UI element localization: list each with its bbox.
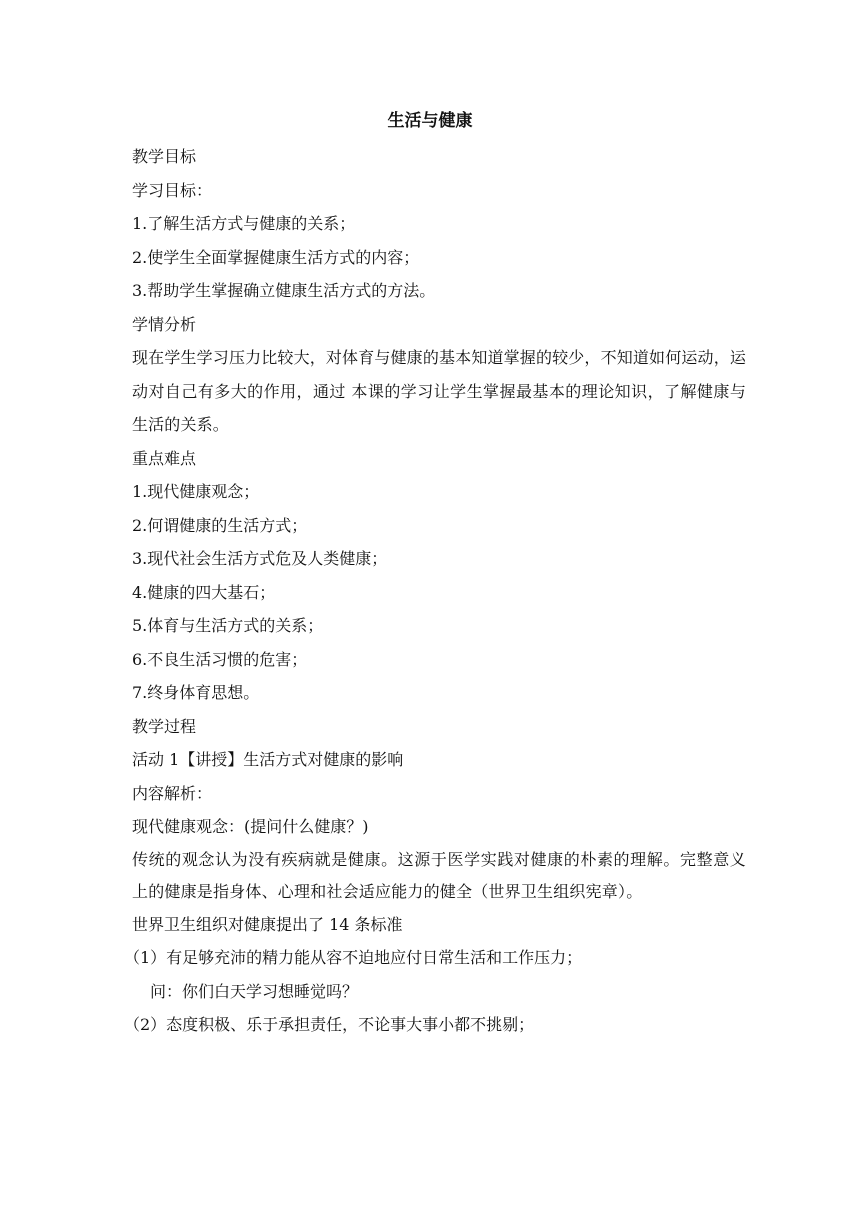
page-title: 生活与健康: [387, 111, 473, 131]
standard-1-question: 问：你们白天学习想睡觉吗？: [150, 981, 359, 1001]
analysis-paragraph: 现在学生学习压力比较大，对体育与健康的基本知道掌握的较少，不知道如何运动，运动对自己有多大的作用，通过 本课的学习让学生掌握最基本的理论知识，了解健康与生活的关系。: [132, 348, 746, 434]
key-point-7: 7.终身体育思想。: [132, 683, 260, 702]
key-point-4: 4.健康的四大基石；: [132, 582, 276, 602]
goal-item-2: 2.使学生全面掌握健康生活方式的内容；: [132, 247, 420, 267]
key-point-1: 1.现代健康观念；: [132, 482, 260, 501]
learning-goals-label: 学习目标：: [132, 180, 213, 200]
section-heading-process: 教学过程: [132, 716, 197, 736]
section-heading-key-points: 重点难点: [132, 448, 197, 468]
section-heading-analysis: 学情分析: [132, 314, 197, 334]
activity-1-heading: 活动 1【讲授】生活方式对健康的影响: [132, 750, 404, 769]
goal-item-3: 3.帮助学生掌握确立健康生活方式的方法。: [132, 281, 436, 300]
goal-item-1: 1.了解生活方式与健康的关系；: [132, 214, 356, 233]
standard-item-2: （2）态度积极、乐于承担责任，不论事大事小都不挑剔；: [124, 1015, 535, 1034]
health-concept-question: 现代健康观念：(提问什么健康？): [132, 817, 369, 836]
section-heading-goals: 教学目标: [132, 147, 197, 166]
who-standards-line: 世界卫生组织对健康提出了 14 条标准: [132, 914, 403, 934]
key-point-5: 5.体育与生活方式的关系；: [132, 616, 324, 635]
key-point-3: 3.现代社会生活方式危及人类健康；: [132, 549, 388, 568]
key-point-6: 6.不良生活习惯的危害；: [132, 649, 308, 669]
document-body: [124, 140, 746, 1042]
standard-item-1: （1）有足够充沛的精力能从容不迫地应付日常生活和工作压力；: [124, 948, 583, 967]
key-point-2: 2.何谓健康的生活方式；: [132, 515, 308, 535]
content-analysis-label: 内容解析：: [132, 783, 213, 803]
health-concept-paragraph: 传统的观念认为没有疾病就是健康。这源于医学实践对健康的朴素的理解。完整意义上的健康是指身体、心理和社会适应能力的健全（世界卫生组织宪章）。: [132, 849, 746, 901]
